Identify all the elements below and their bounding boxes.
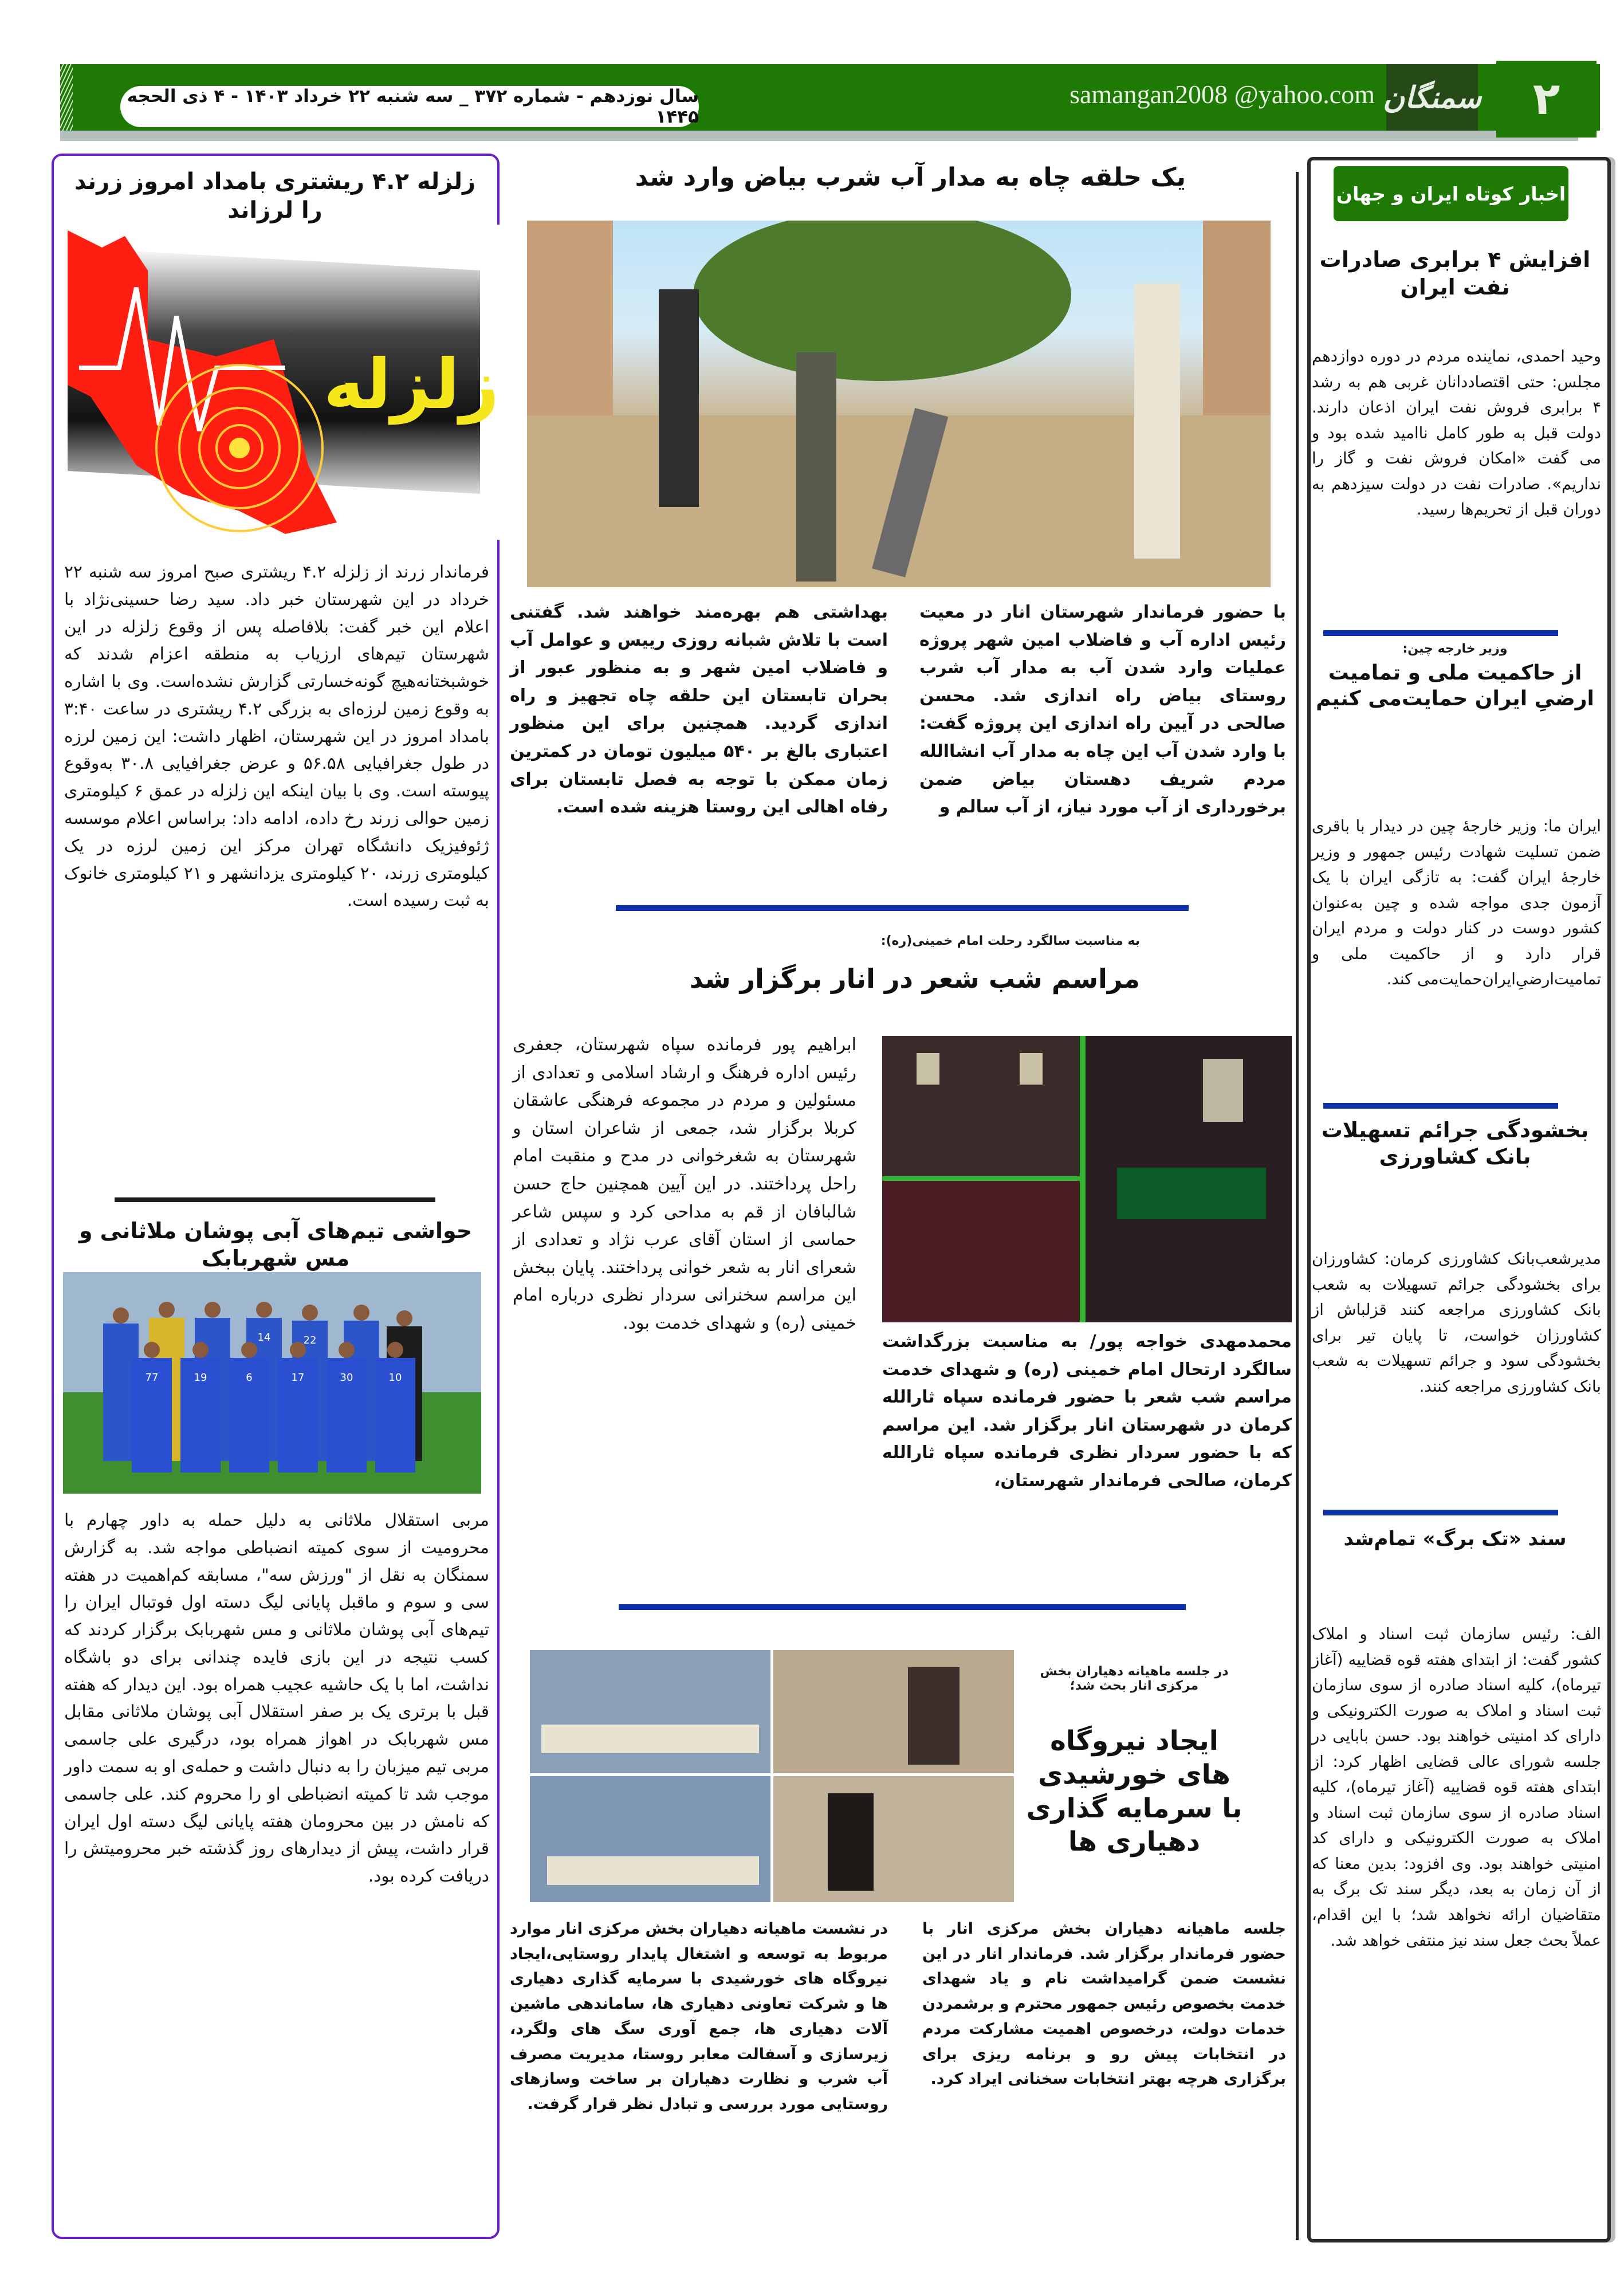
article-body-earthquake: [64, 559, 489, 914]
article-body-oil-exports: [1312, 344, 1601, 523]
jersey-number: 19: [194, 1372, 207, 1384]
meeting-photo-illustration: [530, 1650, 1014, 1902]
section-divider: [1323, 1510, 1558, 1515]
portrait-frame: [917, 1053, 939, 1085]
photo-water-well: [527, 221, 1271, 587]
team-photo-illustration: [63, 1272, 481, 1494]
headline-water-well[interactable]: یک حلقه چاه به مدار آب شرب بیاض وارد شد: [635, 163, 1186, 192]
photo-earthquake-graphic: [68, 225, 503, 540]
jersey-number: 22: [303, 1334, 317, 1346]
photo-panel: [773, 1650, 1014, 1773]
paragraph: در نشست ماهیانه دهیاران بخش مرکزی انار موارد مربوط به توسعه و اشتغال پایدار روستایی،ایجاد نیروگاه های خورشیدی با سرمایه گذاری دهیاری ها و شرکت تعاونی دهیاری ها، ساماندهی ماشین آلات دهیاری ها، جمع آوری سگ های ولگرد، زیرسازی و آسفالت معابر روستا، مدیریت مصرف آب شرب و نظارت دهیاران بر ساخت وسازهای روستایی مورد بررسی و تبادل نظر قرار گرفت.: [510, 1920, 888, 2114]
player-head: [113, 1307, 129, 1323]
green-divider: [882, 1176, 1080, 1181]
photo-poetry-night: [882, 1036, 1292, 1322]
player-head: [159, 1302, 175, 1318]
player-head: [353, 1305, 369, 1321]
section-divider: [1323, 1103, 1558, 1109]
table: [541, 1725, 759, 1753]
player-head: [396, 1310, 412, 1326]
player-head: [339, 1342, 355, 1358]
article-body-solar-plants-left: [510, 1916, 888, 2117]
contact-email[interactable]: samangan2008 @yahoo.com: [1069, 80, 1375, 109]
earthquake-image-text: زلزله: [323, 345, 500, 425]
headline-football[interactable]: حواشی تیم‌های آبی پوشان ملاثانی و مس شهربابک: [78, 1218, 473, 1271]
masthead-stripes: [60, 64, 73, 131]
article-body-football: [64, 1507, 489, 1890]
paragraph: ایران ما: وزیر خارجهٔ چین در دیدار با باقری ضمن تسلیت شهادت رئیس جمهور و وزیر خارجهٔ ایران گفت: به تازگی ایران با یک آزمون جدی مواجه شده و چین به‌عنوان کشور دوست در کنار دولت و مردم ایران قرار دارد و از حاکمیت ملی و تمامیت‌ارضیِ‌ایران‌حمایت‌می کند.: [1312, 817, 1601, 989]
article-body-poetry-night-left: [513, 1031, 856, 1338]
epicenter-icon: [229, 438, 250, 458]
headline-china[interactable]: از حاکمیت ملی و تمامیت ارضیِ ایران حمایت‌می کنیم: [1316, 661, 1594, 710]
jersey-number: 14: [257, 1332, 271, 1344]
jersey-number: 6: [246, 1372, 253, 1384]
player-head: [302, 1305, 318, 1321]
article-body-solar-plants-right: [922, 1916, 1286, 2092]
player-head: [387, 1342, 403, 1358]
section-divider: [616, 905, 1189, 911]
paragraph: وحید احمدی، نماینده مردم در دوره دوازدهم مجلس: حتی اقتصاددانان غربی هم به رشد ۴ برابری فروش نفت ایران اذعان دارند. دولت قبل به طور کامل ناامید شده بود و می گفت «امکان فروش نفت و گاز را نداریم». صادرات نفت در دولت سیزدهم به دوران قبل از تحریم‌ها رسید.: [1312, 347, 1601, 519]
kicker-solar-plants: در جلسه ماهیانه دهیاران بخش مرکزی انار بحث شد؛: [1040, 1664, 1229, 1693]
portrait-frame: [1203, 1059, 1243, 1122]
article-body-water-well-left: [510, 599, 888, 822]
person: [908, 1667, 960, 1765]
article-body-china: [1312, 814, 1601, 992]
article-body-poetry-night-right: [882, 1328, 1292, 1495]
person: [1134, 284, 1180, 559]
person: [796, 352, 836, 582]
article-body-bank: [1312, 1246, 1601, 1399]
paragraph: الف: رئیس سازمان ثبت اسناد و املاک کشور گفت: از ابتدای هفته قوه قضاییه (آغاز تیرماه)، کلیه اسناد صادره از سوی سازمان ثبت اسناد و املاک به صورت الکترونیکی و دارای کد امنیتی خواهند بود. حسن بابایی در جلسه شورای عالی قضایی اظهار کرد: از ابتدای هفته قوه قضاییه (آغاز تیرماه)، کلیه اسناد صادره از سوی سازمان ثبت اسناد و املاک به صورت الکترونیکی و دارای کد امنیتی خواهند بود. وی افزود: بدین معنا که از آن زمان به بعد، دیگر سند تک برگ به متقاضیان ارائه نخواهد شد؛ با این اقدام، عملاً بحث جعل سند نیز منتفی خواهد شد.: [1312, 1625, 1601, 1950]
section-divider: [1323, 630, 1558, 636]
players-group: [103, 1302, 422, 1472]
player-head: [256, 1302, 272, 1318]
photo-football-team: [63, 1272, 481, 1494]
paragraph: فرماندار زرند از زلزله ۴.۲ ریشتری صبح امروز سه شنبه ۲۲ خرداد در این شهرستان خبر داد. سید رضا حسینی‌نژاد با اعلام این خبر گفت: بلافاصله پس از وقوع زلزله در این شهرستان تیم‌های ارزیاب به منطقه اعزام شدند که خوشبختانه‌هیچ گونه‌خسارتی گزارش نشده‌است. وی با اشاره به وقوع زمین لرزه‌ای به بزرگی ۴.۲ ریشتری در ساعت ۳:۴۰ بامداد امروز در این شهرستان، اظهار داشت: این زمین لرزه در طول جغرافیایی ۵۶.۵۸ و عرض جغرافیایی ۳۰.۸ به‌وقوع پیوسته است. وی با بیان اینکه این زلزله در عمق ۶ کیلومتری زمین حوالی زرند رخ داده، ادامه داد: براساس اعلام موسسه ژئوفیزیک دانشگاه تهران مرکز این زمین لرزه در یک کیلومتری زرند، ۲۰ کیلومتری یزدانشهر و ۲۱ کیلومتری خانوک به ثبت رسیده است.: [64, 562, 490, 910]
photo-panel: [882, 1181, 1080, 1322]
player-head: [144, 1342, 160, 1358]
issue-date-line: سال نوزدهم - شماره ۳۷۲ _ سه شنبه ۲۲ خرداد ۱۴۰۳ - ۴ ذی الحجه ۱۴۴۵: [120, 86, 699, 127]
paragraph: مدیرشعب‌بانک کشاورزی کرمان: کشاورزان برای بخشودگی جرائم تسهیلات به شعب بانک کشاورزی مراجعه کنند قزلباش از کشاورزان خواست، تا پایان تیر برای بخشودگی سود و جرائم تسهیلات به شعب بانک کشاورزی مراجعه کنند.: [1312, 1250, 1601, 1396]
section-divider: [619, 1604, 1186, 1610]
person: [659, 289, 699, 507]
jersey-number: 30: [340, 1372, 353, 1384]
portrait-frame: [1020, 1053, 1043, 1085]
stage-banner: [1117, 1168, 1266, 1219]
masthead-shadow: [60, 131, 1578, 141]
player-head: [241, 1342, 257, 1358]
tree-foliage: [693, 221, 1071, 381]
jersey-number: 10: [388, 1372, 402, 1384]
earthquake-graphic: [68, 225, 503, 540]
paragraph: جلسه ماهیانه دهیاران بخش مرکزی انار با حضور فرماندار برگزار شد. فرماندار انار در این نشست ضمن گرامیداشت نام و یاد شهدای خدمت بخصوص رئیس جمهور محترم و برشمردن خدمات دولت، درخصوص اهمیت مشارکت مردم در انتخابات پیش رو و برنامه ریزی برای برگزاری هرچه بهتر انتخابات سخنانی ایراد کرد.: [922, 1920, 1286, 2088]
ceremony-photo-illustration: [882, 1036, 1292, 1322]
jersey-number: 17: [291, 1372, 305, 1384]
paragraph: ابراهیم پور فرمانده سپاه شهرستان، جعفری رئیس اداره فرهنگ و ارشاد اسلامی و تعدادی از مسئولین و مردم در مجموعه فرهنگی عاشقان کربلا برگزار شد، جمعی از شاعران استان و شهرستان به شغرخوانی در مدح و منقبت امام راحل پرداختند. در این آیین همچنین حاج حسن شالبافان از قم به مداحی کرد و سپس شاعر حماسی از استان آقای عرب نژاد و تعدادی از شعرای انار به شعر خوانی پرداختند. پایان ببخش این مراسم سخنرانی سردار نظری درباره امام خمینی (ره) و شهدای خدمت بود.: [513, 1035, 856, 1333]
green-divider: [1080, 1036, 1086, 1322]
person: [828, 1793, 874, 1891]
paragraph: بهداشتی هم بهره‌مند خواهند شد. گفتنی است با تلاش شبانه روزی رییس و عوامل آب و فاضلاب امین شهر و به منظور عبور از بحران تابستان این حلقه چاه تجهیز و راه اندازی گردید. همچنین برای این منظور اعتباری بالغ بر ۵۴۰ میلیون تومان در کمترین زمان ممکن با توجه به فصل تابستان برای رفاه اهالی این روستا هزینه شده است.: [510, 602, 888, 818]
paragraph: مربی استقلال ملاثانی به دلیل حمله به داور چهارم با محرومیت از سوی کمیته انضباطی مواجه شد. به گزارش سمنگان به نقل از "ورزش سه"، مسابقه کم‌اهمیت در هفته سی و سوم و ماقبل پایانی لیگ دسته اول فوتبال ایران را تیم‌های آبی پوشان ملاثانی و مس شهربابک برگزار کردند که کسب نتیجه در این بازی فایده چندانی برای دو باشگاه نداشت، اما با یک حاشیه عجیب همراه بود. این دیدار که هفته قبل با برتری یک بر صفر استقلال آبی پوشان ملاثانی مقابل مس شهربابک در اهواز همراه بود، درگیری علی جاسمی مربی تیم میزبان را به دنبال داشت و حمله‌ی او به سمت داور موجب شد تا کمیته انضباطی او را محروم کند. علی جاسمی که نامش در بین محرومان هفته پایانی لیگ دسته اول ایران قرار داشت، پیش از دیدارهای روز گذشته خبر محرومیتش را دریافت کرده بود.: [64, 1510, 489, 1886]
article-body-deed: [1312, 1621, 1601, 1953]
column-divider: [1296, 172, 1299, 2240]
kicker-china: وزیر خارجه چین:: [1402, 642, 1508, 656]
section-divider: [115, 1197, 435, 1202]
headline-poetry-night[interactable]: مراسم شب شعر در انار برگزار شد: [689, 963, 1140, 994]
player-head: [192, 1342, 209, 1358]
photo-panel: [882, 1036, 1080, 1176]
paragraph: با حضور فرماندار شهرستان انار در معیت رئیس اداره آب و فاضلاب امین شهر پروژه عملیات وارد شدن آب به مدار آب شرب روستای بیاض راه اندازی شد. محسن صالحی در آیین راه اندازی این پروژه گفت: با وارد شدن آب این چاه به مدار آب انشاالله مردم شریف دهستان بیاض ضمن برخورداری از آب مورد نیاز، از آب سالم و: [919, 602, 1286, 818]
short-news-banner: اخبار کوتاه ایران و جهان: [1334, 166, 1568, 221]
table: [547, 1856, 759, 1885]
page-number: ۲: [1496, 61, 1597, 138]
headline-oil-exports[interactable]: افزایش ۴ برابری صادرات نفت ایران: [1319, 247, 1591, 300]
photo-panel: [773, 1776, 1014, 1902]
paragraph: محمدمهدی خواجه پور/ به مناسبت بزرگداشت سالگرد ارتحال امام خمینی (ره) و شهدای خدمت مراسم شب شعر با حضور فرمانده سپاه ثارالله کرمان در شهرستان انار برگزار شد. این مراسم که با حضور سردار نظری فرمانده سپاه ثارالله کرمان، صالحی فرماندار شهرستان،: [882, 1332, 1292, 1491]
headline-earthquake[interactable]: زلزله ۴.۲ ریشتری بامداد امروز زرند را لرزاند: [74, 168, 476, 223]
player-head: [290, 1342, 306, 1358]
photo-panel: [530, 1650, 770, 1773]
photo-village-council-meeting: [530, 1650, 1014, 1902]
newspaper-logo: سمنگان: [1386, 64, 1478, 131]
headline-solar-plants[interactable]: ایجاد نیروگاه های خورشیدی با سرمایه گذاری دهیاری ها: [1026, 1725, 1242, 1858]
jersey-number: 77: [145, 1372, 159, 1384]
well-photo-illustration: [527, 221, 1271, 587]
kicker-poetry-night: به مناسبت سالگرد رحلت امام خمینی(ره):: [880, 934, 1140, 948]
player-head: [205, 1302, 221, 1318]
article-body-water-well-right: [919, 599, 1286, 822]
headline-bank[interactable]: بخشودگی جرائم تسهیلات بانک کشاورزی: [1321, 1118, 1589, 1169]
headline-deed[interactable]: سند «تک برگ» تمام‌شد: [1343, 1527, 1567, 1550]
